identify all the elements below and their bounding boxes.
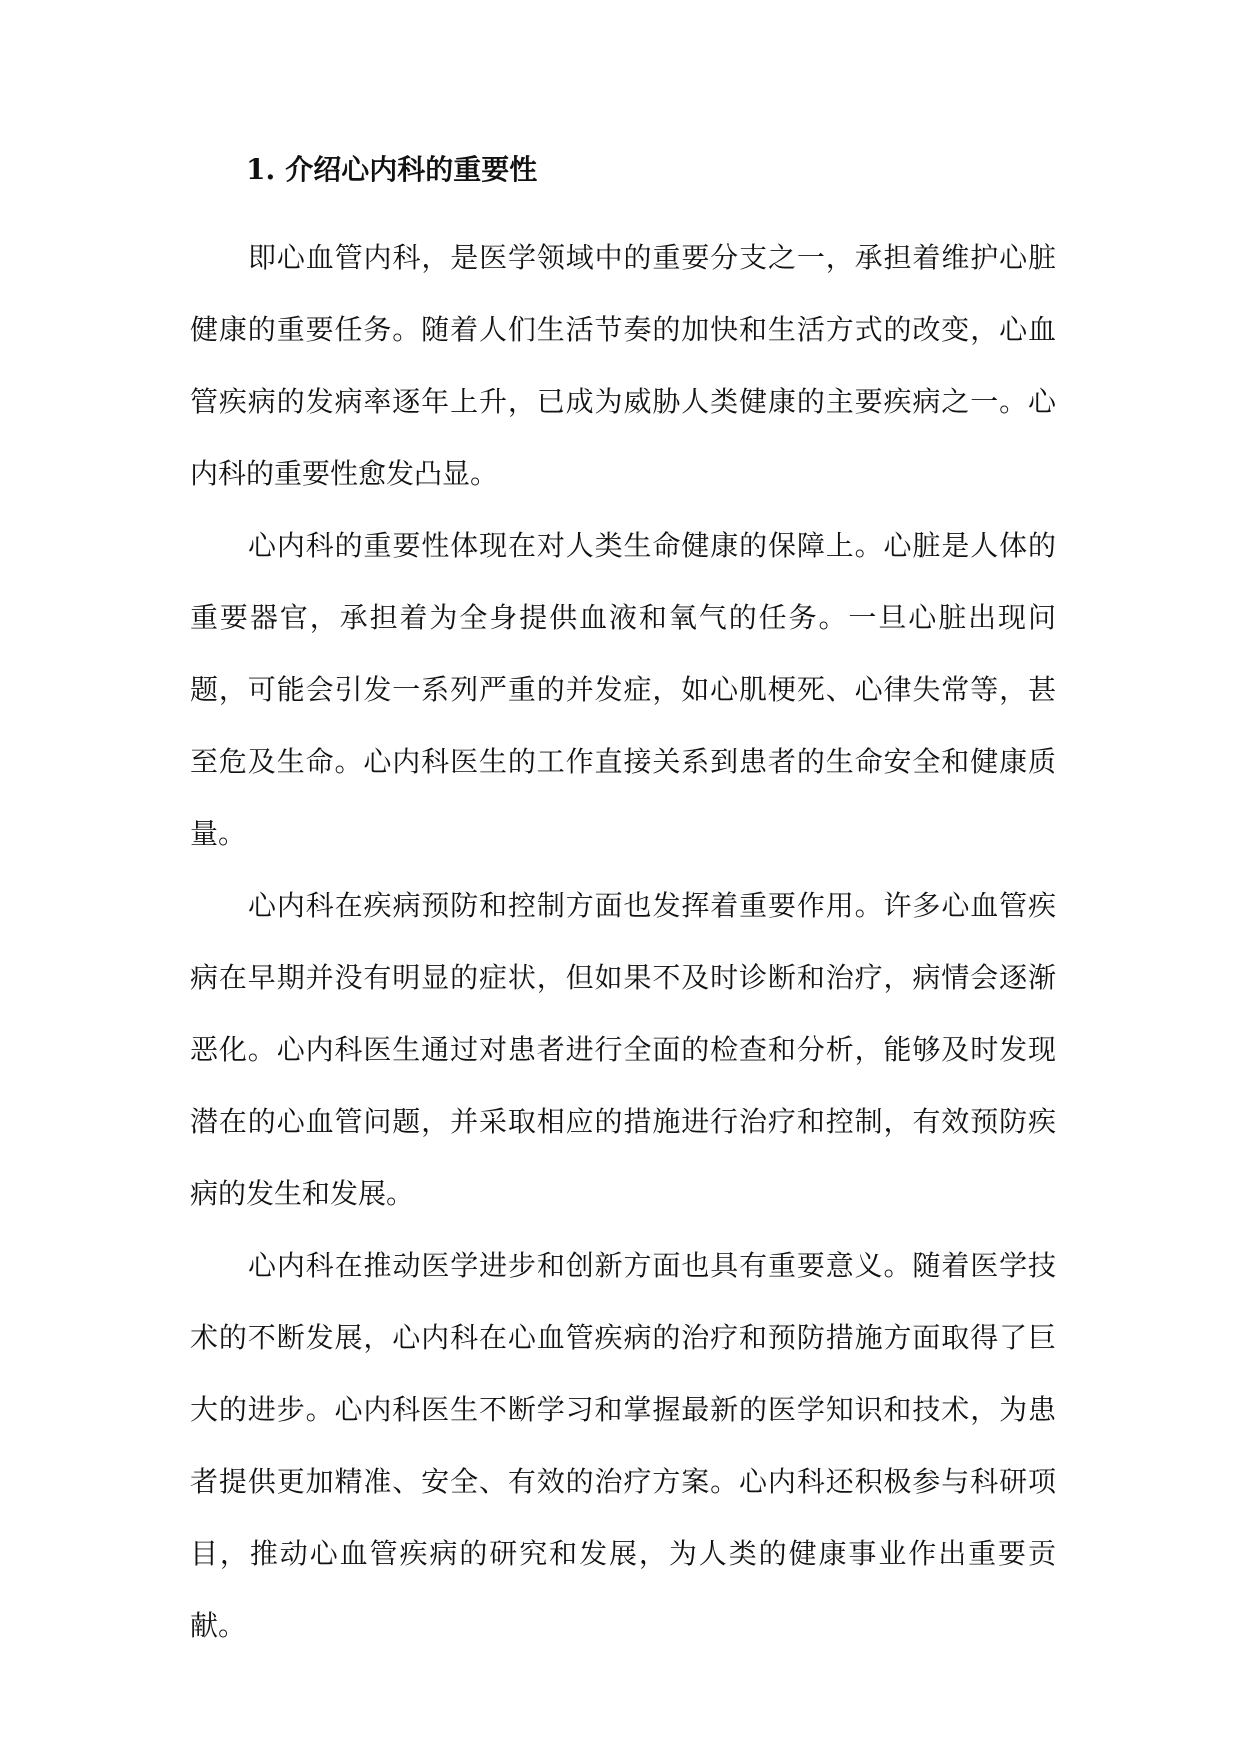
section-title: 介绍心内科的重要性 [285, 153, 538, 186]
section-heading [246, 150, 537, 190]
paragraph-1: 即心血管内科，是医学领域中的重要分支之一，承担着维护心脏健康的重要任务。随着人们生活节奏的加快和生活方式的改变，心血管疾病的发病率逐年上升，已成为威胁人类健康的主要疾病之一。心内科的重要性愈发凸显。 [190, 241, 1056, 490]
paragraph-2: 心内科的重要性体现在对人类生命健康的保障上。心脏是人体的重要器官，承担着为全身提供血液和氧气的任务。一旦心脏出现问题，可能会引发一系列严重的并发症，如心肌梗死、心律失常等，甚至危及生命。心内科医生的工作直接关系到患者的生命安全和健康质量。 [190, 529, 1056, 850]
paragraph-3: 心内科在疾病预防和控制方面也发挥着重要作用。许多心血管疾病在早期并没有明显的症状，但如果不及时诊断和治疗，病情会逐渐恶化。心内科医生通过对患者进行全面的检查和分析，能够及时发现潜在的心血管问题，并采取相应的措施进行治疗和控制，有效预防疾病的发生和发展。 [190, 889, 1056, 1210]
body-text [190, 222, 1056, 1662]
section-number: 1. [246, 153, 276, 186]
paragraph-4: 心内科在推动医学进步和创新方面也具有重要意义。随着医学技术的不断发展，心内科在心血管疾病的治疗和预防措施方面取得了巨大的进步。心内科医生不断学习和掌握最新的医学知识和技术，为患者提供更加精准、安全、有效的治疗方案。心内科还积极参与科研项目，推动心血管疾病的研究和发展，为人类的健康事业作出重要贡献。 [190, 1249, 1056, 1642]
